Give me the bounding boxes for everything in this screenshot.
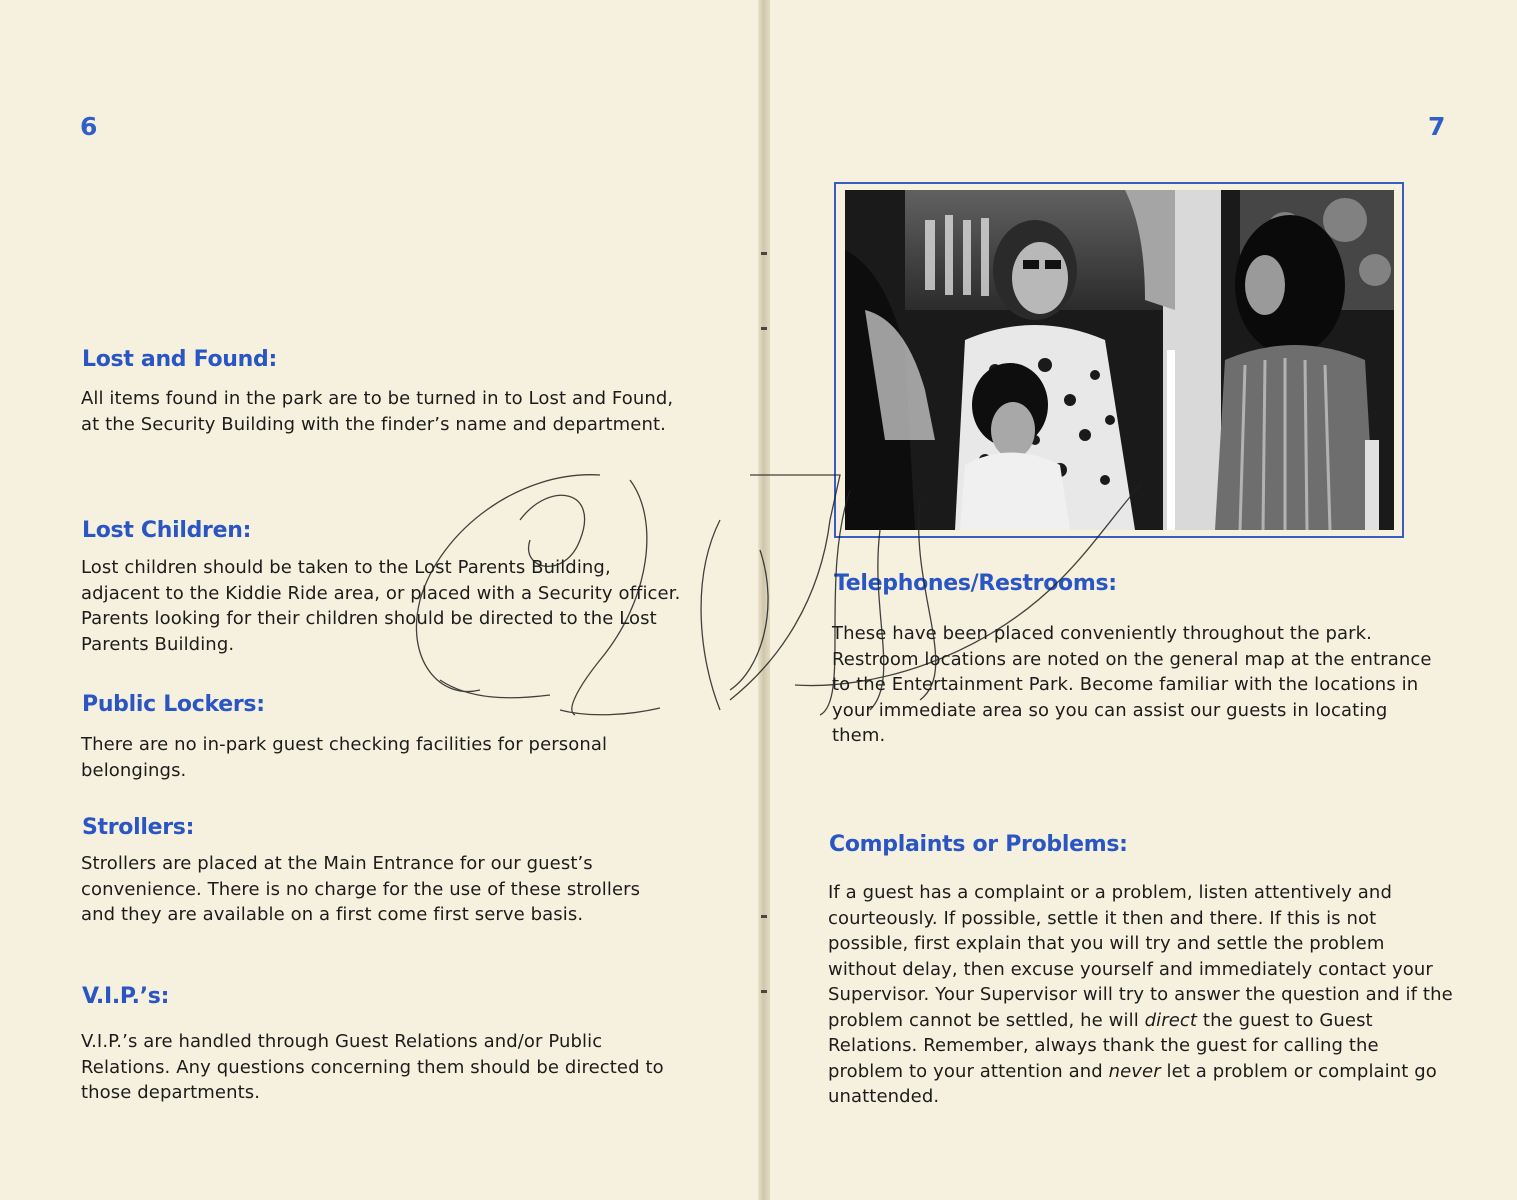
heading-vips: V.I.P.’s: [82, 984, 170, 1009]
text-complaints-part1: If a guest has a complaint or a problem, listen attentively and courteously. If possible, settle it then and there. If this is not possible, first explain that you will try and settle the problem without delay, then excuse yourself and immediately contact your Supervisor. Your Supervisor will try to answer the question and if the problem cannot be settled, he will [828, 882, 1453, 1031]
staple-mark [761, 327, 767, 330]
text-public-lockers: There are no in-park guest checking facilities for personal belongings. [81, 734, 608, 781]
heading-public-lockers: Public Lockers: [82, 692, 265, 717]
heading-strollers: Strollers: [82, 815, 195, 840]
text-complaints-part2: the guest to Guest Relations. Remember, always thank the guest for calling the problem to your attention and [828, 1009, 1379, 1082]
heading-lost-and-found: Lost and Found: [82, 347, 277, 372]
page-number-left: 6 [80, 112, 98, 141]
text-complaints-emphasis-never: never [1108, 1060, 1161, 1082]
heading-lost-children: Lost Children: [82, 518, 252, 543]
text-complaints-emphasis-direct: direct [1144, 1009, 1198, 1031]
text-complaints-part3: let a problem or complaint go unattended. [828, 1060, 1437, 1107]
text-lost-children: Lost children should be taken to the Lost Parents Building, adjacent to the Kiddie Ride area, or placed with a Security officer. Parents looking for their children should be directed to the Lost Parents Building. [81, 557, 681, 655]
text-vips: V.I.P.’s are handled through Guest Relations and/or Public Relations. Any questions concerning them should be directed to those departments. [81, 1031, 664, 1103]
text-lost-and-found: All items found in the park are to be turned in to Lost and Found, at the Security Building with the finder’s name and department. [81, 388, 674, 435]
text-telephones-restrooms: These have been placed conveniently throughout the park. Restroom locations are noted on the general map at the entrance to the Entertainment Park. Become familiar with the locations in your immediate area so you can assist our guests in locating them. [832, 623, 1432, 746]
heading-telephones-restrooms: Telephones/Restrooms: [834, 571, 1117, 596]
staple-mark [761, 252, 767, 255]
text-complaints-problems [828, 880, 1458, 1110]
staple-mark [761, 990, 767, 993]
page-number-right: 7 [1428, 112, 1446, 141]
heading-complaints-problems: Complaints or Problems: [829, 832, 1128, 857]
staple-mark [761, 915, 767, 918]
handwritten-signature [400, 460, 1160, 730]
text-strollers: Strollers are placed at the Main Entrance for our guest’s convenience. There is no charge for the use of these strollers and they are available on a first come first serve basis. [81, 853, 641, 925]
